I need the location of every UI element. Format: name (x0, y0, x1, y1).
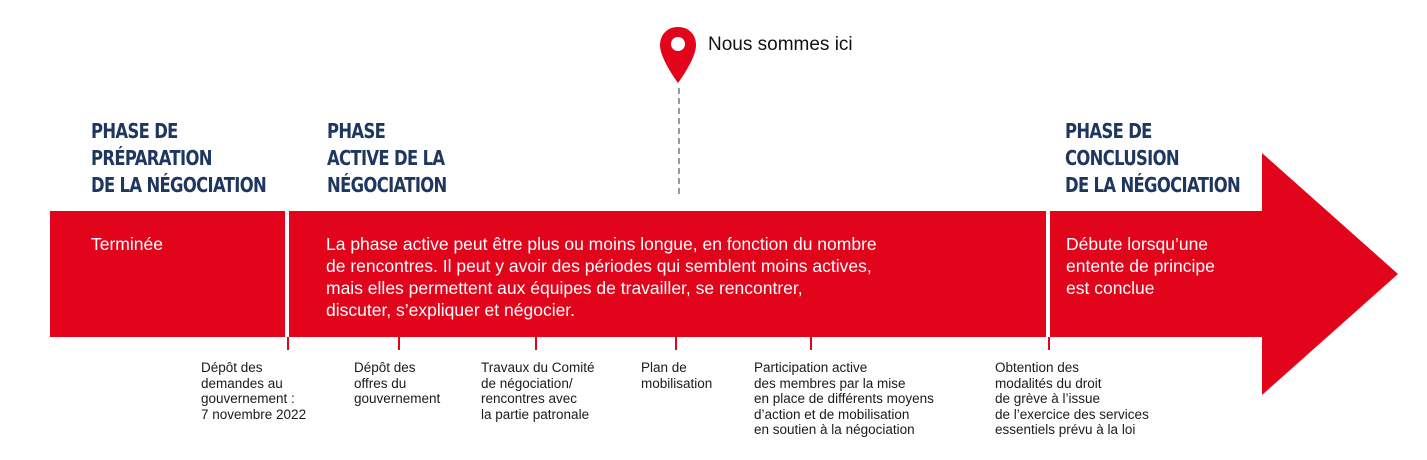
milestone-6-line-4: de l’exercice des services (995, 406, 1149, 422)
milestone-3-line-2: de négociation/ (481, 375, 573, 391)
milestone-4-line-2: mobilisation (641, 375, 713, 391)
milestone-tick-2 (398, 337, 400, 350)
milestone-6-line-2: modalités du droit (995, 375, 1102, 391)
phase-1-title-line-1: PHASE DE (91, 119, 178, 143)
milestone-5-line-4: d’action et de mobilisation (754, 406, 910, 422)
phase-1-title (91, 118, 305, 199)
phase-1-body (91, 233, 163, 255)
milestone-1-line-4: 7 novembre 2022 (201, 406, 307, 422)
milestone-5-line-3: en place de différents moyens (754, 391, 934, 407)
phase-3-title (1065, 118, 1279, 199)
milestone-5-line-2: des membres par la mise (754, 375, 906, 391)
phase-3-body-line-2: entente de principe (1066, 256, 1215, 276)
milestone-3-line-1: Travaux du Comité (481, 360, 595, 375)
phase-2-body-line-4: discuter, s’expliquer et négocier. (326, 300, 576, 320)
milestone-6-line-1: Obtention des (995, 360, 1080, 375)
milestone-6-line-3: de grève à l’issue (995, 391, 1101, 407)
phase-2-body-line-3: mais elles permettent aux équipes de travailler, se rencontrer, (326, 278, 803, 298)
phase-2-body-line-1: La phase active peut être plus ou moins longue, en fonction du nombre (326, 234, 877, 254)
milestone-1-line-3: gouvernement : (201, 391, 295, 407)
phase-2-body-line-2: de rencontres. Il peut y avoir des périodes qui semblent moins actives, (326, 256, 872, 276)
phase-2-title-line-3: NÉGOCIATION (327, 173, 447, 197)
milestone-5-line-5: en soutien à la négociation (754, 422, 915, 438)
milestone-1-line-2: demandes au (201, 375, 283, 391)
milestone-3-line-3: rencontres avec (481, 391, 578, 407)
phase-3-title-line-2: CONCLUSION (1065, 146, 1179, 170)
phase-3-body (1066, 233, 1215, 299)
milestone-tick-5 (810, 337, 812, 350)
milestone-5-line-1: Participation active (754, 360, 868, 375)
milestone-2-label (354, 360, 440, 407)
phase-3-body-line-3: est conclue (1066, 278, 1155, 298)
milestone-2-line-2: offres du (354, 375, 407, 391)
phase-1-title-line-2: PRÉPARATION (91, 146, 212, 170)
phase-2-title-line-2: ACTIVE DE LA (327, 146, 445, 170)
phase-2-title (327, 118, 473, 199)
milestone-tick-6 (1048, 337, 1050, 350)
phase-2-title-line-1: PHASE (327, 119, 386, 143)
marker-label: Nous sommes ici (708, 34, 853, 55)
milestone-1-label (201, 360, 306, 422)
milestone-tick-3 (535, 337, 537, 350)
milestone-5-label (754, 360, 934, 438)
phase-3-title-line-3: DE LA NÉGOCIATION (1065, 173, 1241, 197)
phase-3-body-line-1: Débute lorsqu’une (1066, 234, 1209, 254)
milestone-6-line-5: essentiels prévu à la loi (995, 422, 1136, 438)
phase-1-body-line-1: Terminée (91, 234, 163, 254)
milestone-2-line-1: Dépôt des (354, 360, 416, 375)
location-pin-icon (658, 25, 698, 85)
marker-dashed-line (678, 88, 680, 194)
milestone-2-line-3: gouvernement (354, 391, 441, 407)
milestone-4-label (641, 360, 712, 391)
milestone-3-label (481, 360, 595, 422)
milestone-1-line-1: Dépôt des (201, 360, 263, 375)
phase-1-title-line-3: DE LA NÉGOCIATION (91, 173, 267, 197)
milestone-3-line-4: la partie patronale (481, 406, 590, 422)
phase-2-body (326, 233, 877, 321)
milestone-tick-4 (675, 337, 677, 350)
phase-3-title-line-1: PHASE DE (1065, 119, 1152, 143)
milestone-tick-1 (287, 337, 289, 350)
milestone-6-label (995, 360, 1149, 438)
milestone-4-line-1: Plan de (641, 360, 687, 375)
